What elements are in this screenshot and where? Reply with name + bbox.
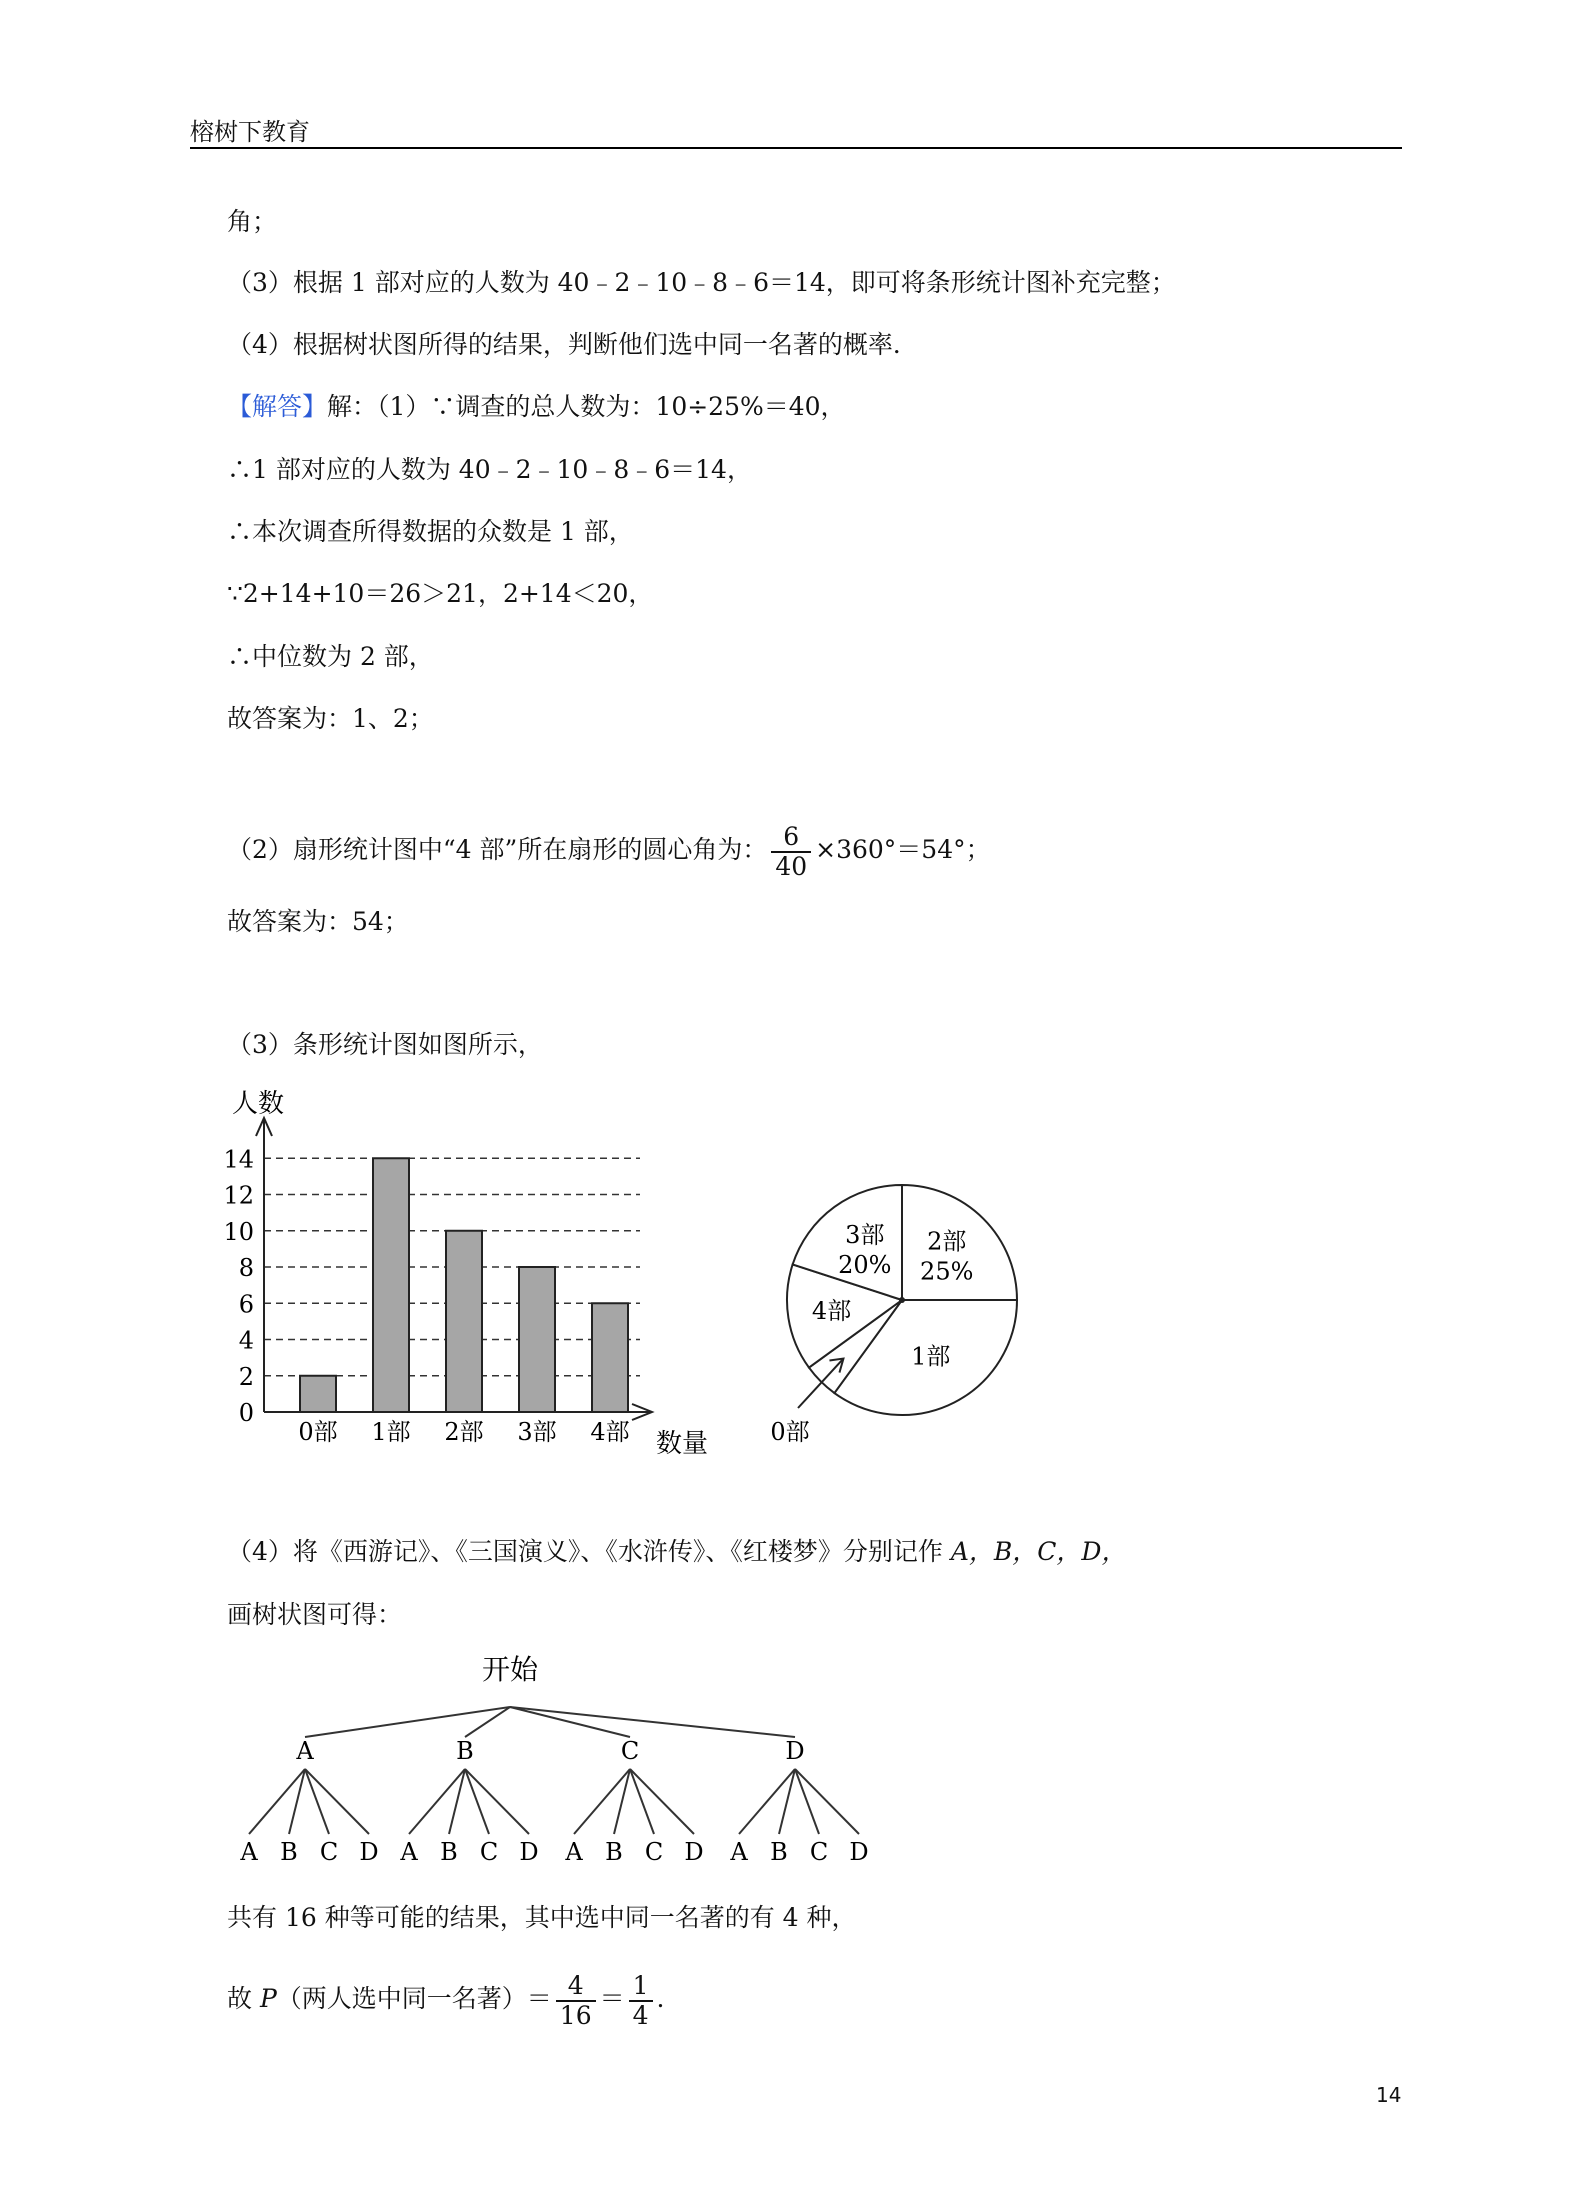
text-line-11: 故答案为：54； <box>227 907 409 936</box>
angle-text-pre: （2）扇形统计图中“4 部”所在扇形的圆心角为： <box>227 835 768 864</box>
tree-level2-label: C <box>479 1838 499 1866</box>
tree-level2-label: A <box>565 1838 583 1866</box>
x-category-label: 3部 <box>517 1418 557 1446</box>
fraction-denominator: 4 <box>632 2000 649 2030</box>
tree-branch <box>510 1707 630 1737</box>
tree-root-label: 开始 <box>481 1655 539 1686</box>
text-line-14: 画树状图可得： <box>227 1600 403 1629</box>
y-tick-label: 0 <box>238 1399 254 1427</box>
text-line-16 <box>227 1972 664 2029</box>
tree-level2-label: B <box>440 1838 458 1866</box>
pie-percent: 20% <box>838 1250 892 1279</box>
pie-percent: 25% <box>920 1257 974 1286</box>
bar <box>300 1376 336 1412</box>
page-number: 14 <box>1376 2083 1402 2107</box>
prob-eq: ＝ <box>599 1984 625 2013</box>
text-line-13 <box>227 1537 1126 1567</box>
y-tick-label: 14 <box>223 1145 254 1174</box>
tree-branch <box>305 1769 329 1834</box>
fraction-numerator: 4 <box>556 1972 596 2002</box>
text-line-9: 故答案为：1、2； <box>227 704 434 733</box>
text-line-1: 角； <box>227 207 278 236</box>
text-line-12: （3）条形统计图如图所示， <box>227 1030 543 1059</box>
tree-level2-label: D <box>684 1838 704 1866</box>
fraction-numerator: 6 <box>771 823 811 853</box>
x-category-label: 1部 <box>371 1418 411 1446</box>
text-line-7: ∵2+14+10＝26＞21，2+14＜20， <box>227 579 654 608</box>
tree-level1-label: D <box>785 1737 805 1765</box>
x-category-label: 0部 <box>298 1418 338 1446</box>
bar-chart <box>220 1082 740 1462</box>
answer-tag: 【解答】 <box>227 392 328 421</box>
tree-branch <box>465 1707 510 1737</box>
fraction-4-16 <box>556 1972 596 2029</box>
bar <box>592 1303 628 1412</box>
tree-branch <box>510 1707 795 1737</box>
fraction-denominator: 16 <box>559 2000 592 2030</box>
pie-label: 2部 <box>927 1227 967 1256</box>
tree-branch <box>305 1707 510 1737</box>
y-tick-label: 6 <box>238 1290 254 1319</box>
bar <box>373 1158 409 1412</box>
tree-level2-label: C <box>319 1838 339 1866</box>
fraction-denominator: 40 <box>775 851 808 881</box>
x-category-label: 4部 <box>590 1418 630 1446</box>
tree-branch <box>795 1769 819 1834</box>
prob-mid: （两人选中同一名著）＝ <box>276 1984 552 2013</box>
tree-branch <box>305 1769 369 1834</box>
tree-level2-label: D <box>359 1838 379 1866</box>
text-line-15: 共有 16 种等可能的结果，其中选中同一名著的有 4 种， <box>227 1903 857 1932</box>
fraction-1-4 <box>629 1972 653 2029</box>
text-line-4 <box>227 392 846 422</box>
answer-start: 解：（1）∵调查的总人数为：10÷25%＝40， <box>327 392 846 421</box>
rename-text: （4）将《西游记》、《三国演义》、《水浒传》、《红楼梦》分别记作 <box>227 1537 951 1566</box>
tree-level2-label: B <box>280 1838 298 1866</box>
tree-level2-label: A <box>730 1838 748 1866</box>
text-line-10 <box>227 823 991 880</box>
y-tick-label: 4 <box>238 1326 254 1355</box>
pie-label: 3部 <box>845 1220 885 1249</box>
tree-diagram <box>225 1655 885 1895</box>
tree-level1-label: A <box>296 1737 314 1765</box>
tree-branch <box>630 1769 694 1834</box>
bar <box>446 1231 482 1412</box>
y-axis-label: 人数 <box>232 1089 285 1119</box>
pie-label: 1部 <box>911 1342 951 1371</box>
pie-chart <box>760 1160 1040 1450</box>
tree-level2-label: C <box>809 1838 829 1866</box>
tree-level2-label: C <box>644 1838 664 1866</box>
angle-text-post: ×360°＝54°； <box>815 835 991 864</box>
fraction-6-40 <box>771 823 811 880</box>
text-line-2: （3）根据 1 部对应的人数为 40﹣2﹣10﹣8﹣6＝14，即可将条形统计图补充完整； <box>227 268 1176 297</box>
rename-vars: A，B，C，D， <box>950 1537 1127 1566</box>
y-tick-label: 2 <box>238 1362 254 1391</box>
tree-level2-label: A <box>240 1838 258 1866</box>
prob-end: . <box>656 1984 665 2013</box>
tree-branch <box>465 1769 489 1834</box>
tree-branch <box>630 1769 654 1834</box>
pie-center-dot <box>899 1297 905 1303</box>
text-line-8: ∴中位数为 2 部， <box>227 642 434 671</box>
pie-label: 4部 <box>811 1297 852 1326</box>
x-category-label: 2部 <box>444 1418 484 1446</box>
tree-level2-label: B <box>605 1838 623 1866</box>
tree-level2-label: A <box>400 1838 418 1866</box>
y-tick-label: 8 <box>238 1254 254 1282</box>
text-line-5: ∴1 部对应的人数为 40﹣2﹣10﹣8﹣6＝14， <box>227 455 752 484</box>
tree-level2-label: D <box>519 1838 539 1866</box>
tree-level2-label: D <box>849 1838 869 1866</box>
y-tick-label: 12 <box>223 1181 254 1210</box>
header-title: 榕树下教育 <box>190 118 310 146</box>
tree-branch <box>465 1769 529 1834</box>
tree-branch <box>795 1769 859 1834</box>
tree-level2-label: B <box>770 1838 788 1866</box>
pie-label: 0部 <box>770 1418 810 1446</box>
tree-level1-label: C <box>620 1737 640 1765</box>
text-line-6: ∴本次调查所得数据的众数是 1 部， <box>227 517 634 546</box>
fraction-numerator: 1 <box>629 1972 653 2002</box>
prob-pre: 故 <box>227 1984 260 2013</box>
prob-var: P <box>259 1984 277 2013</box>
bar <box>519 1267 555 1412</box>
header-rule <box>190 147 1402 149</box>
text-line-3: （4）根据树状图所得的结果，判断他们选中同一名著的概率． <box>227 330 918 359</box>
tree-level1-label: B <box>456 1737 474 1765</box>
x-axis-label: 数量 <box>656 1429 709 1459</box>
y-tick-label: 10 <box>223 1217 254 1246</box>
